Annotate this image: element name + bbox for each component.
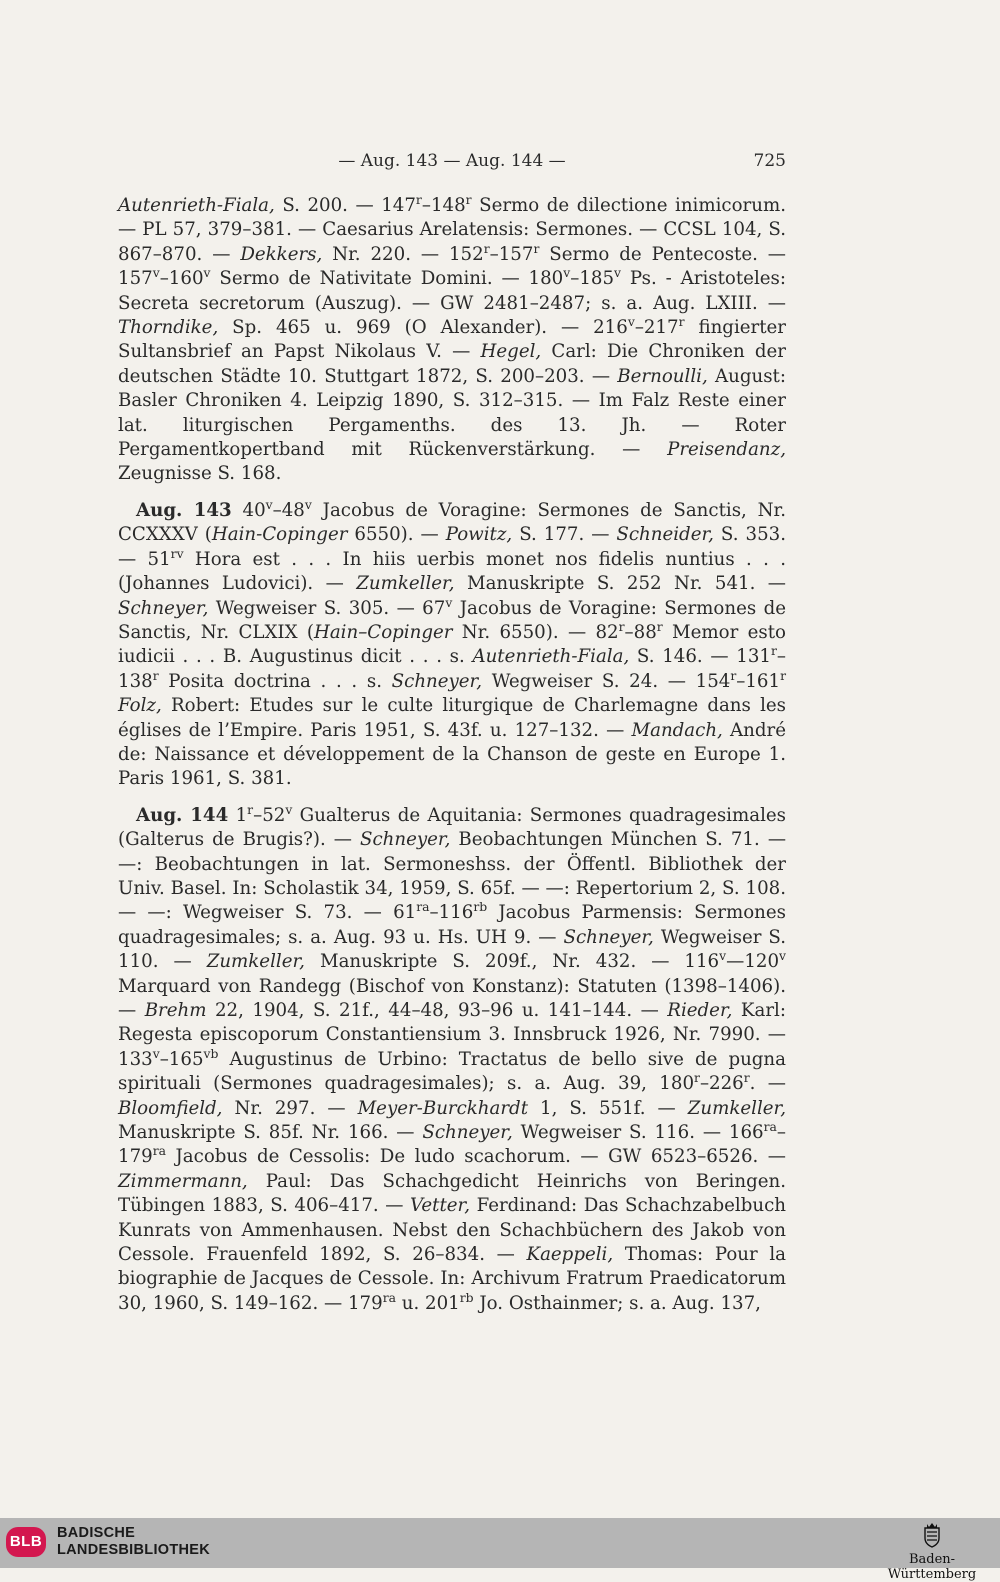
folio-side: v [779,949,787,964]
text-run: –52 [253,804,286,826]
author-name: Mandach, [631,719,723,741]
folio-side: ra [152,1144,166,1159]
folio-side: r [483,241,490,256]
running-head [118,150,786,172]
text-run: fingierter Sultansbrief an Papst Nikolaus V. — [118,317,786,363]
text-run: Memor esto iudicii . . . B. Augustinus dicit . . . s. [118,621,786,668]
author-name: Bernoulli, [617,365,708,387]
text-run: Wegweiser S. 110. — [118,926,787,973]
text-run: –165 [159,1048,204,1070]
blb-logo[interactable]: BLB [6,1527,46,1557]
folio-side: rb [459,1290,474,1305]
text-run: –179 [118,1122,786,1168]
author-name: Dekkers, [240,243,323,265]
text-run: Manuskripte S. 252 Nr. 541. — [454,573,786,595]
folio-side: r [743,1071,750,1086]
state-logo[interactable] [867,1522,997,1582]
author-name: Powitz, [445,524,513,546]
paragraph [118,194,786,487]
text-run: Nr. 297. — [222,1097,358,1119]
author-name: Preisendanz, [667,439,786,461]
text-run: Beobachtungen München S. 71. — —: Beobachtungen in lat. Sermoneshss. der Öffentl. Bibliothek der Univ. Basel. In: Scholastik 34, 1959, S. 65f. — —: Repertorium 2, S. 108. — —: Wegweiser S. 73. — 61 [118,829,787,924]
author-name: Schneyer, [360,829,451,851]
author-name: Autenrieth-Fiala, [118,195,275,216]
text-run: –217 [634,317,679,339]
folio-side: vb [203,1046,219,1061]
text-run: u. 201 [395,1292,460,1314]
library-name-line2: LANDESBIBLIOTHEK [57,1542,211,1558]
folio-side: ra [416,900,430,915]
text-run: Posita doctrina . . . s. [158,670,392,692]
text-run: Paul: Das Schachgedicht Heinrichs von Beringen. Tübingen 1883, S. 406–417. — [118,1170,786,1217]
text-run: August: Basler Chroniken 4. Leipzig 1890, S. 312–315. — Im Falz Reste einer lat. liturgischen Pergamenths. des 13. Jh. — Roter Pergamentkopertband mit Rückenverstärkung. — [118,365,786,461]
text-run: Jo. Osthainmer; s. a. Aug. 137, [473,1292,761,1314]
text-run: –157 [489,243,534,265]
folio-side: ra [763,1119,777,1134]
folio-side: v [627,314,635,329]
state-name: Baden-Württemberg [887,1552,977,1582]
folio-side: r [415,192,422,207]
author-name: Folz, [118,695,162,717]
folio-side: rb [473,900,488,915]
author-name: Zumkeller, [356,573,455,595]
folio-side: v [445,595,453,610]
text-run: Wegweiser S. 305. — 67 [208,597,446,619]
text-run: Augustinus de Urbino: Tractatus de bello sive de pugna spirituali (Sermones quadragesimales); s. a. Aug. 39, 180 [118,1048,786,1095]
author-name: Schneyer, [422,1122,513,1144]
text-run: S. 353. — 51 [118,524,786,570]
text-run: Sermo de dilectione inimicorum. — PL 57, 379–381. — Caesarius Arelatensis: Sermones. — CCSL 104, S. 867–870. — [118,195,786,265]
text-run: –185 [570,268,615,290]
author-name: Hain-Copinger [211,524,348,546]
author-name: Hegel, [480,341,542,363]
text-run: Nr. 6550). — 82 [452,621,619,643]
footer-bar [0,1518,1000,1582]
text-run: 1 [228,804,248,826]
folio-side: v [719,949,727,964]
folio-side: v [265,497,273,512]
text-run: Ferdinand: Das Schachzabelbuch Kunrats von Ammenhausen. Nebst den Schachbüchern des Jakob von Cessole. Frauenfeld 1892, S. 26–834. — [118,1195,786,1266]
text-run: Hora est . . . In hiis uerbis monet nos fidelis nuntius . . . (Johannes Ludovici). — [118,548,786,595]
author-name: Schneyer, [391,670,483,692]
text-run: Sermo de Pentecoste. — 157 [118,243,786,290]
author-name: Bloomfield, [118,1097,223,1119]
paragraph [118,499,786,792]
text-run: Jacobus de Voragine: Sermones de Sanctis, Nr. CCXXXV ( [118,499,786,546]
author-name: Thorndike, [118,317,219,339]
folio-side: r [152,668,159,683]
text-run: 22, 1904, S. 21f., 44–48, 93–96 u. 141–144. — [206,1000,668,1021]
author-name: Zumkeller, [687,1097,787,1119]
author-name: Vetter, [409,1195,471,1217]
author-name: Autenrieth-Fiala, [472,646,630,668]
text-run: Sermo de Nativitate Domini. — 180 [210,268,564,290]
text-run: –116 [429,902,474,924]
text-run: Wegweiser S. 24. — 154 [482,670,731,692]
author-name: Zumkeller, [206,951,305,973]
text-run: —120 [726,951,780,973]
text-run: Carl: Die Chroniken der deutschen Städte 10. Stuttgart 1872, S. 200–203. — [118,341,786,387]
text-run: S. 177. — [512,524,617,546]
text-run: Jacobus de Cessolis: De ludo scachorum. — GW 6523–6526. — [166,1146,786,1168]
folio-side: ra [382,1290,396,1305]
text-run: –48 [272,499,305,521]
text-run: Karl: Regesta episcoporum Constantiensium 3. Innsbruck 1926, Nr. 7990. — 133 [118,1000,786,1070]
folio-side: r [465,192,472,207]
text-run: 6550). — [347,524,446,546]
text-run: Zeugnisse S. 168. [118,463,282,485]
text-run: Gualterus de Aquitania: Sermones quadragesimales (Galterus de Brugis?). — [118,804,786,851]
library-name-line1: BADISCHE [57,1525,136,1541]
author-name: Kaeppeli, [526,1244,614,1266]
text-run: S. 146. — 131 [629,646,771,668]
author-name: Schneider, [616,524,714,546]
shelfmark: Aug. 144 [136,804,229,826]
text-run: –161 [736,670,781,692]
folio-side: r [694,1071,700,1086]
text-run: André de: Naissance et développement de la Chanson de geste en Europe 1. Paris 1961, S. 381. [118,719,786,790]
author-name: Hain–Copinger [313,621,453,643]
author-name: Schneyer, [118,597,209,619]
text-run: Wegweiser S. 116. — 166 [512,1122,764,1144]
text-run: . — [749,1073,786,1095]
folio-side: r [533,241,540,256]
folio-side: v [563,266,571,281]
text-run: –138 [118,646,786,692]
body-text [118,194,786,1328]
text-run: –88 [624,621,657,643]
folio-side: v [285,802,293,817]
text-run: Nr. 220. — 152 [322,243,484,265]
folio-side: r [656,619,663,634]
folio-side: v [614,266,622,281]
text-run: Manuskripte S. 209f., Nr. 432. — 116 [304,951,720,973]
text-run: Robert: Etudes sur le culte liturgique de Charlemagne dans les églises de l’Empire. Paris 1951, S. 43f. u. 127–132. — [118,695,786,741]
text-run: 1, S. 551f. — [528,1097,688,1119]
folio-side: rv [170,546,184,561]
author-name: Brehm [144,1000,207,1021]
folio-side: r [247,802,254,817]
running-title: — Aug. 143 — Aug. 144 — [338,151,566,171]
paragraph [118,804,786,1317]
text-run: Jacobus Parmensis: Sermones quadragesimales; s. a. Aug. 93 u. Hs. UH 9. — [118,902,786,948]
library-name[interactable] [57,1525,210,1559]
shelfmark: Aug. 143 [136,499,232,521]
author-name: Rieder, [667,1000,733,1021]
text-run: 40 [231,499,266,521]
text-run: Ps. - Aristoteles: Secreta secretorum (Auszug). — GW 2481–2487; s. a. Aug. LXIII. — [118,268,786,314]
page-number: 725 [753,151,786,171]
author-name: Zimmermann, [118,1170,248,1192]
text-run: Jacobus de Voragine: Sermones de Sanctis, Nr. CLXIX ( [118,597,786,643]
coat-of-arms-icon [922,1522,942,1548]
text-run: S. 200. — 147 [274,195,416,216]
folio-side: r [678,314,685,329]
text-run: Thomas: Pour la biographie de Jacques de Cessole. In: Archivum Fratrum Praedicatorum 30, 1960, S. 149–162. — 179 [118,1244,786,1314]
folio-side: v [152,1046,160,1061]
folio-side: r [618,619,625,634]
text-run: Sp. 465 u. 969 (O Alexander). — 216 [218,317,628,339]
text-run: Manuskripte S. 85f. Nr. 166. — [118,1122,423,1144]
text-run: –148 [421,195,466,216]
folio-side: r [730,668,737,683]
text-run: –226 [699,1073,744,1095]
folio-side: v [304,497,312,512]
folio-side: v [203,266,211,281]
folio-side: r [770,644,777,659]
author-name: Meyer-Burckhardt [357,1097,529,1119]
text-run: –160 [159,268,204,290]
folio-side: r [780,668,786,683]
folio-side: v [152,266,160,281]
author-name: Schneyer, [563,926,654,948]
text-run: Marquard von Randegg (Bischof von Konstanz): Statuten (1398–1406). — [118,975,786,1021]
